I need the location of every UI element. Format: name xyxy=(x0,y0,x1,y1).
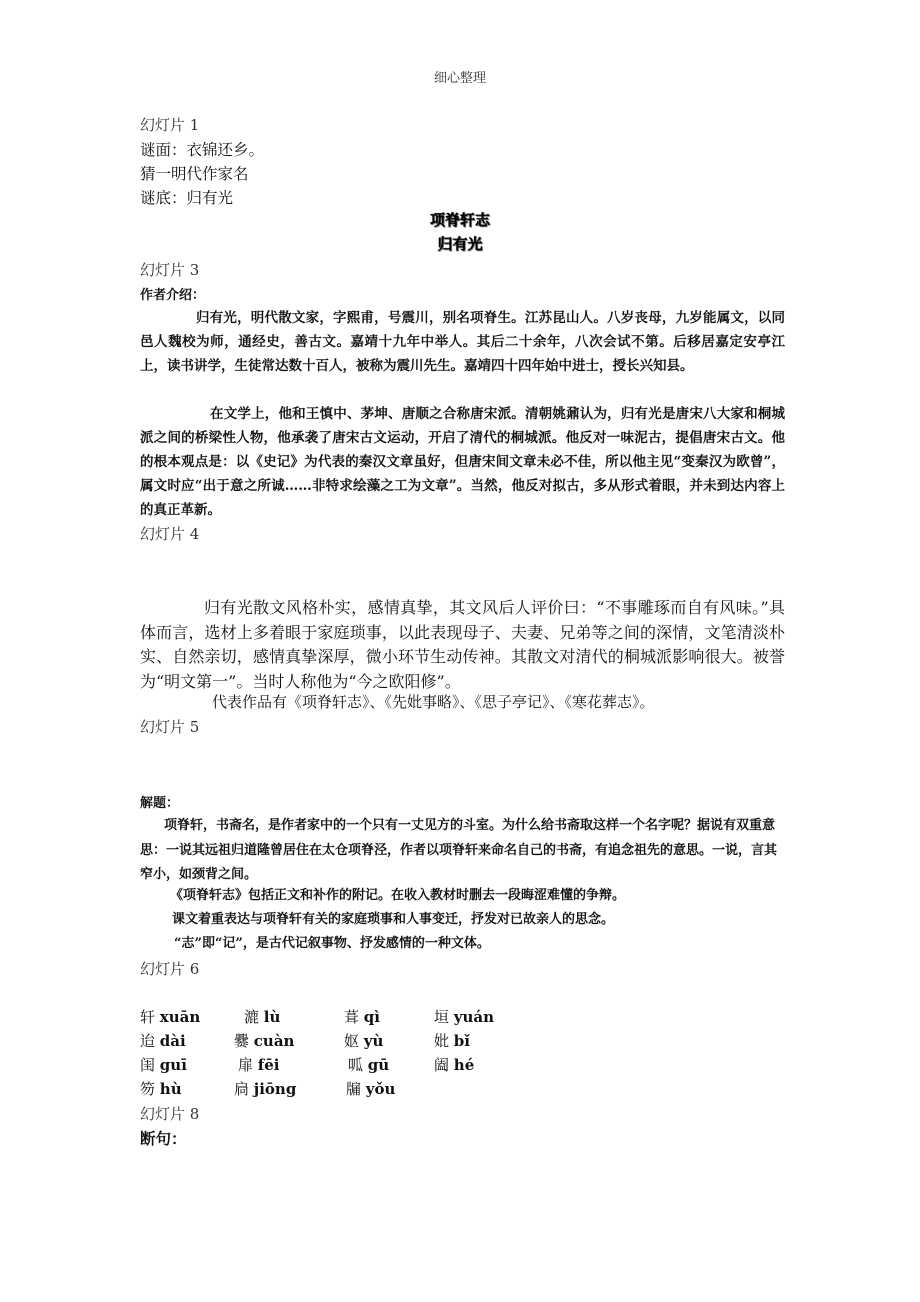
explanation-paragraph-3: 课文着重表达与项脊轩有关的家庭琐事和人事变迁，抒发对已故亲人的思念。 xyxy=(172,912,615,927)
page-header: 细心整理 xyxy=(433,71,486,86)
slide-3-label: 幻灯片 3 xyxy=(140,261,200,279)
works-paragraph: 代表作品有《项脊轩志》、《先妣事略》、《思子亭记》、《寒花葬志》。 xyxy=(212,693,655,711)
author-intro-heading: 作者介绍： xyxy=(140,288,206,303)
pinyin-item: 漉 lù xyxy=(244,1008,281,1026)
slide-6-label: 幻灯片 6 xyxy=(140,960,200,978)
riddle-line-2: 猜一明代作家名 xyxy=(140,165,249,183)
author-intro-paragraph-1: 归有光，明代散文家，字熙甫，号震川，别名项脊生。江苏昆山人。八岁丧母，九岁能属文，以同邑人魏校为师，通经史，善古文。嘉靖十九年中举人。其后二十余年，八次会试不第。后移居嘉定安亭江上，读书讲学，生徒常达数十百人，被称为震川先生。嘉靖四十四年始中进士，授长兴知县。 xyxy=(140,310,785,374)
slide-5-label: 幻灯片 5 xyxy=(140,718,200,736)
pinyin-item: 轩 xuān xyxy=(140,1008,201,1026)
explanation-paragraph-4: “志”即“记”，是古代记叙事物、抒发感情的一种文体。 xyxy=(174,936,490,951)
pinyin-item: 妣 bǐ xyxy=(434,1032,470,1050)
author-intro-paragraph-2: 在文学上，他和王慎中、茅坤、唐顺之合称唐宋派。清朝姚鼐认为，归有光是唐宋八大家和桐城派之间的桥梁性人物，他承袭了唐宋古文运动，开启了清代的桐城派。他反对一味泥古，提倡唐宋古文。他的根本观点是：以《史记》为代表的秦汉文章虽好，但唐宋间文章未必不佳，所以他主见“变秦汉为欧曾”，属文时应“出于意之所诚……非特求绘藻之工为文章”。当然，他反对拟古，多从形式着眼，并未到达内容上的真正革新。 xyxy=(140,406,785,518)
pinyin-item: 笏 hù xyxy=(140,1080,182,1098)
essay-title: 项脊轩志 xyxy=(429,211,490,229)
pinyin-item: 葺 qì xyxy=(344,1008,380,1026)
punctuation-heading: 断句： xyxy=(140,1129,187,1148)
pinyin-item: 阖 hé xyxy=(434,1056,475,1074)
slide-4-label: 幻灯片 4 xyxy=(140,525,200,543)
pinyin-item: 呱 gū xyxy=(348,1056,390,1074)
explanation-heading: 解题： xyxy=(140,796,180,811)
riddle-line-3: 谜底：归有光 xyxy=(140,189,234,207)
slide-1-label: 幻灯片 1 xyxy=(140,116,200,134)
pinyin-item: 扃 jiōng xyxy=(234,1080,297,1098)
pinyin-item: 迨 dài xyxy=(140,1032,186,1050)
pinyin-item: 扉 fēi xyxy=(238,1056,280,1074)
pinyin-item: 爨 cuàn xyxy=(234,1032,295,1050)
pinyin-item: 妪 yù xyxy=(344,1032,384,1050)
slide-8-label: 幻灯片 8 xyxy=(140,1105,200,1123)
pinyin-item: 牖 yǒu xyxy=(346,1080,396,1098)
pinyin-item: 闺 guī xyxy=(140,1056,187,1074)
explanation-paragraph-2: 《项脊轩志》包括正文和补作的附记。在收入教材时删去一段晦涩难懂的争辩。 xyxy=(170,888,626,903)
explanation-paragraph-1: 项脊轩，书斋名，是作者家中的一个只有一丈见方的斗室。为什么给书斋取这样一个名字呢？据说有双重意思：一说其远祖归道隆曾居住在太仓项脊泾，作者以项脊轩来命名自己的书斋，有追念祖先的意思。一说，言其窄小，如颈背之间。 xyxy=(140,818,778,882)
essay-author: 归有光 xyxy=(437,235,483,253)
pinyin-item: 垣 yuán xyxy=(434,1008,495,1026)
style-paragraph: 归有光散文风格朴实，感情真挚，其文风后人评价曰：“不事雕琢而自有风味。”具体而言，选材上多着眼于家庭琐事，以此表现母子、夫妻、兄弟等之间的深情，文笔清淡朴实、自然亲切，感情真挚深厚，微小环节生动传神。其散文对清代的桐城派影响很大。被誉为“明文第一”。当时人称他为“今之欧阳修”。 xyxy=(140,598,785,691)
riddle-line-1: 谜面：衣锦还乡。 xyxy=(140,141,265,159)
